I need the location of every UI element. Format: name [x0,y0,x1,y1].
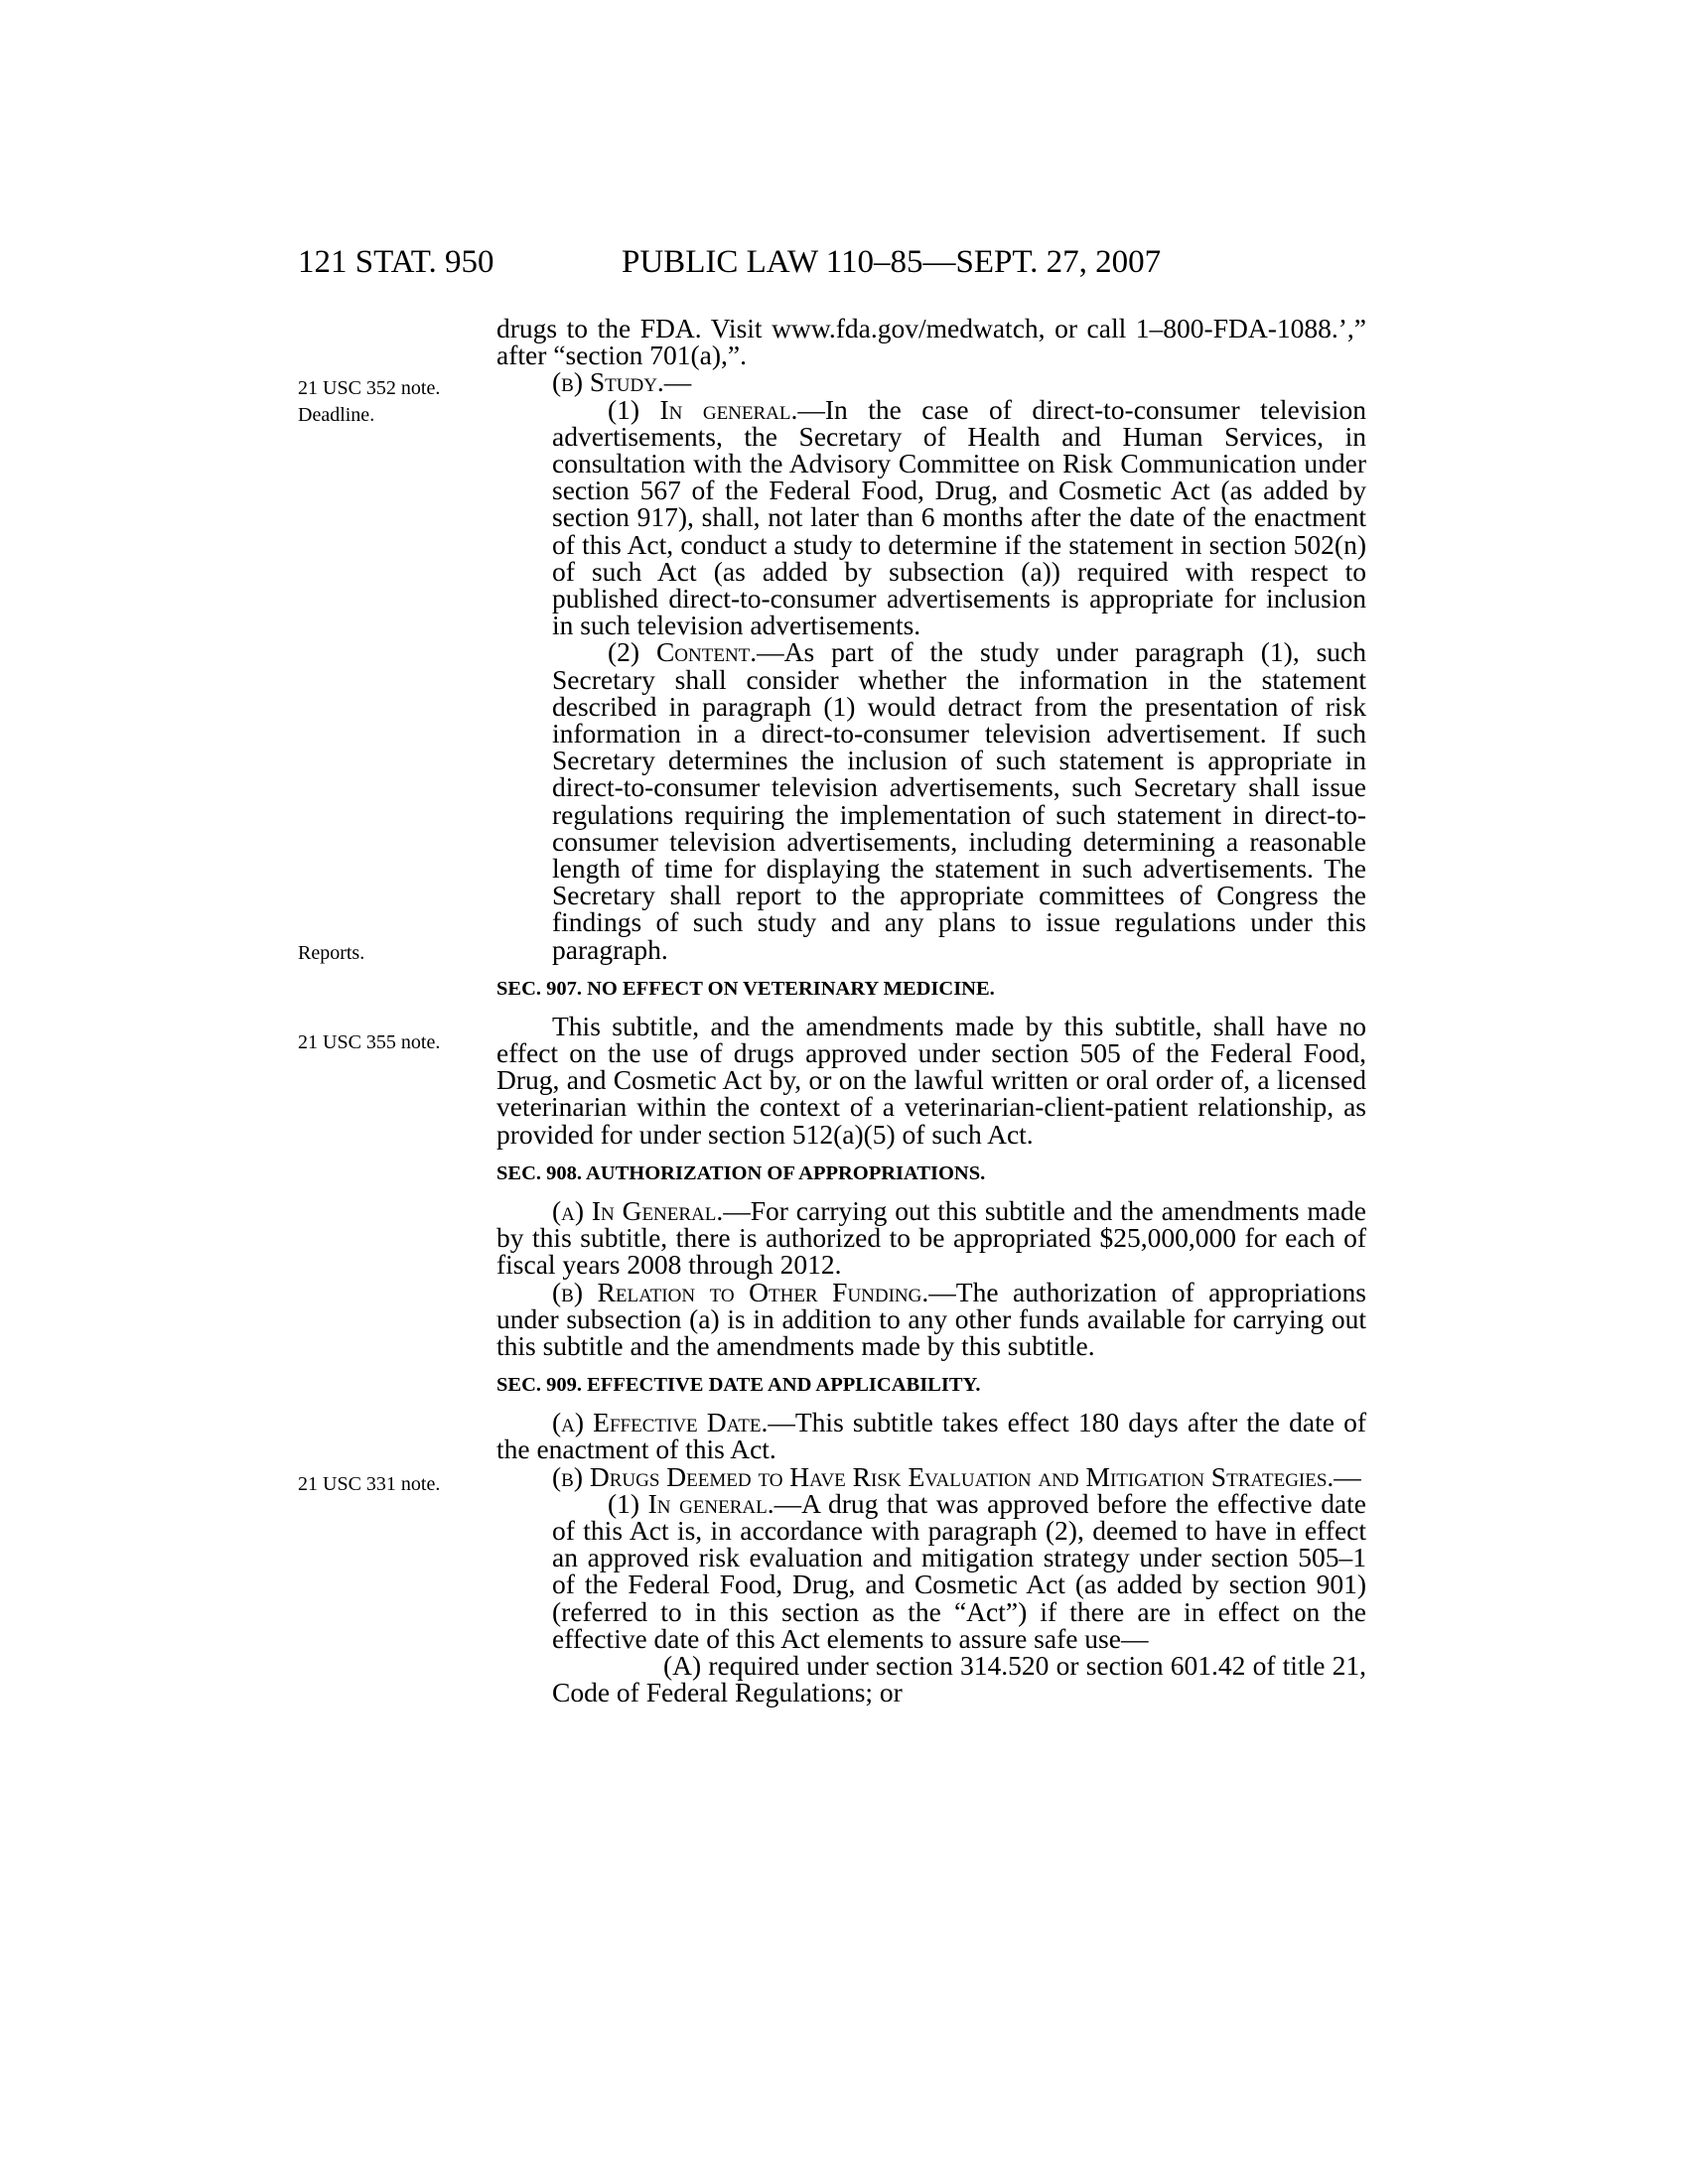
paragraph-b1-heading: (1) In general. [608,393,798,425]
section-908-a [496,1194,1366,1281]
paragraph-b1-text: —In the case of direct-to-consumer television advertisements, the Secretary of Health and Human Services, in consultation with the Advisory Committee on Risk Communication under section 567 of the Federal Food, Drug, and Cosmetic Act (as added by section 917), shall, not later than 6 months after the date of the enactment of this Act, conduct a study to determine if the statement in section 502(n) of such Act (as added by subsection (a)) required with respect to published direct-to-consumer advertisements is appropriate for inclusion in such television advertisements. [552,393,1366,641]
section-909-a-text: —This subtitle takes effect 180 days after the date of the enactment of this Act. [496,1407,1366,1465]
section-908-a-text: —For carrying out this subtitle and the amendments made by this subtitle, there is authorized to be appropriated $25,000,000 for each of fiscal years 2008 through 2012. [496,1194,1366,1281]
stat-page-number: 121 STAT. 950 [298,244,494,280]
section-909-b-text: — [1334,1460,1361,1492]
section-909-b [496,1460,1366,1492]
section-909-b1-A-text: (A) required under section 314.520 or section 601.42 of title 21, Code of Federal Regulations; or [552,1649,1366,1708]
section-908-a-heading: (a) In General. [552,1194,724,1226]
margin-note-deadline: Deadline. [298,404,375,426]
continued-text-content: drugs to the FDA. Visit www.fda.gov/medwatch, or call 1–800-FDA-1088.’,” after “section 701(a),”. [496,313,1366,371]
paragraph-b2 [552,636,1367,965]
paragraph-b1 [552,393,1366,641]
section-907-heading: SEC. 907. NO EFFECT ON VETERINARY MEDICINE. [496,977,995,1000]
section-909-b1-text: —A drug that was approved before the effective date of this Act is, in accordance with paragraph (2), deemed to have in effect an approved risk evaluation and mitigation strategy under section 505–1 of the Federal Food, Drug, and Cosmetic Act (as added by section 901) (referred to in this section as the “Act”) if there are in effect on the effective date of this Act elements to assure safe use— [552,1487,1366,1654]
margin-note-usc-352: 21 USC 352 note. [298,377,441,399]
margin-note-usc-331: 21 USC 331 note. [298,1473,441,1495]
section-909-heading: SEC. 909. EFFECTIVE DATE AND APPLICABILITY. [496,1374,981,1397]
subsection-b-study [496,366,1366,398]
continued-text [496,313,1366,371]
section-909-b1 [552,1487,1366,1654]
margin-note-usc-355: 21 USC 355 note. [298,1031,441,1053]
section-909-b-heading: (b) Drugs Deemed to Have Risk Evaluation and Mitigation Strategies. [552,1460,1335,1492]
section-908-b-heading: (b) Relation to Other Funding. [552,1276,929,1307]
section-908-heading: SEC. 908. AUTHORIZATION OF APPROPRIATIONS. [496,1161,986,1184]
section-909-a [496,1407,1366,1465]
section-909-b1-heading: (1) In general. [608,1487,774,1519]
section-908-b-text: —The authorization of appropriations under subsection (a) is in addition to any other funds available for carrying out this subtitle and the amendments made by this subtitle. [496,1276,1366,1361]
section-909-a-heading: (a) Effective Date. [552,1407,769,1438]
section-908-b [496,1276,1366,1361]
subsection-b-label: (b) Study.— [552,366,692,398]
margin-note-reports: Reports. [298,942,365,964]
paragraph-b2-heading: (2) Content. [608,636,758,668]
document-body [496,315,1366,1706]
paragraph-b2-text: —As part of the study under paragraph (1), such Secretary shall consider whether the information in the statement described in paragraph (1) would detract from the presentation of risk information in a direct-to-consumer television advertisement. If such Secretary determines the inclusion of such statement is appropriate in direct-to-consumer television advertisements, such Secretary shall issue regulations requiring the implementation of such statement in direct-to-consumer television advertisements, including determining a reasonable length of time for displaying the statement in such advertisements. The Secretary shall report to the appropriate committees of Congress the findings of such study and any plans to issue regulations under this paragraph. [552,636,1367,965]
running-head: PUBLIC LAW 110–85—SEPT. 27, 2007 [622,244,1162,280]
section-907-text: This subtitle, and the amendments made by this subtitle, shall have no effect on the use of drugs approved under section 505 of the Federal Food, Drug, and Cosmetic Act by, or on the lawful written or oral order of, a licensed veterinarian within the context of a veterinarian-client-patient relationship, as provided for under section 512(a)(5) of such Act. [496,1010,1366,1150]
section-909-b1-A [552,1649,1366,1708]
